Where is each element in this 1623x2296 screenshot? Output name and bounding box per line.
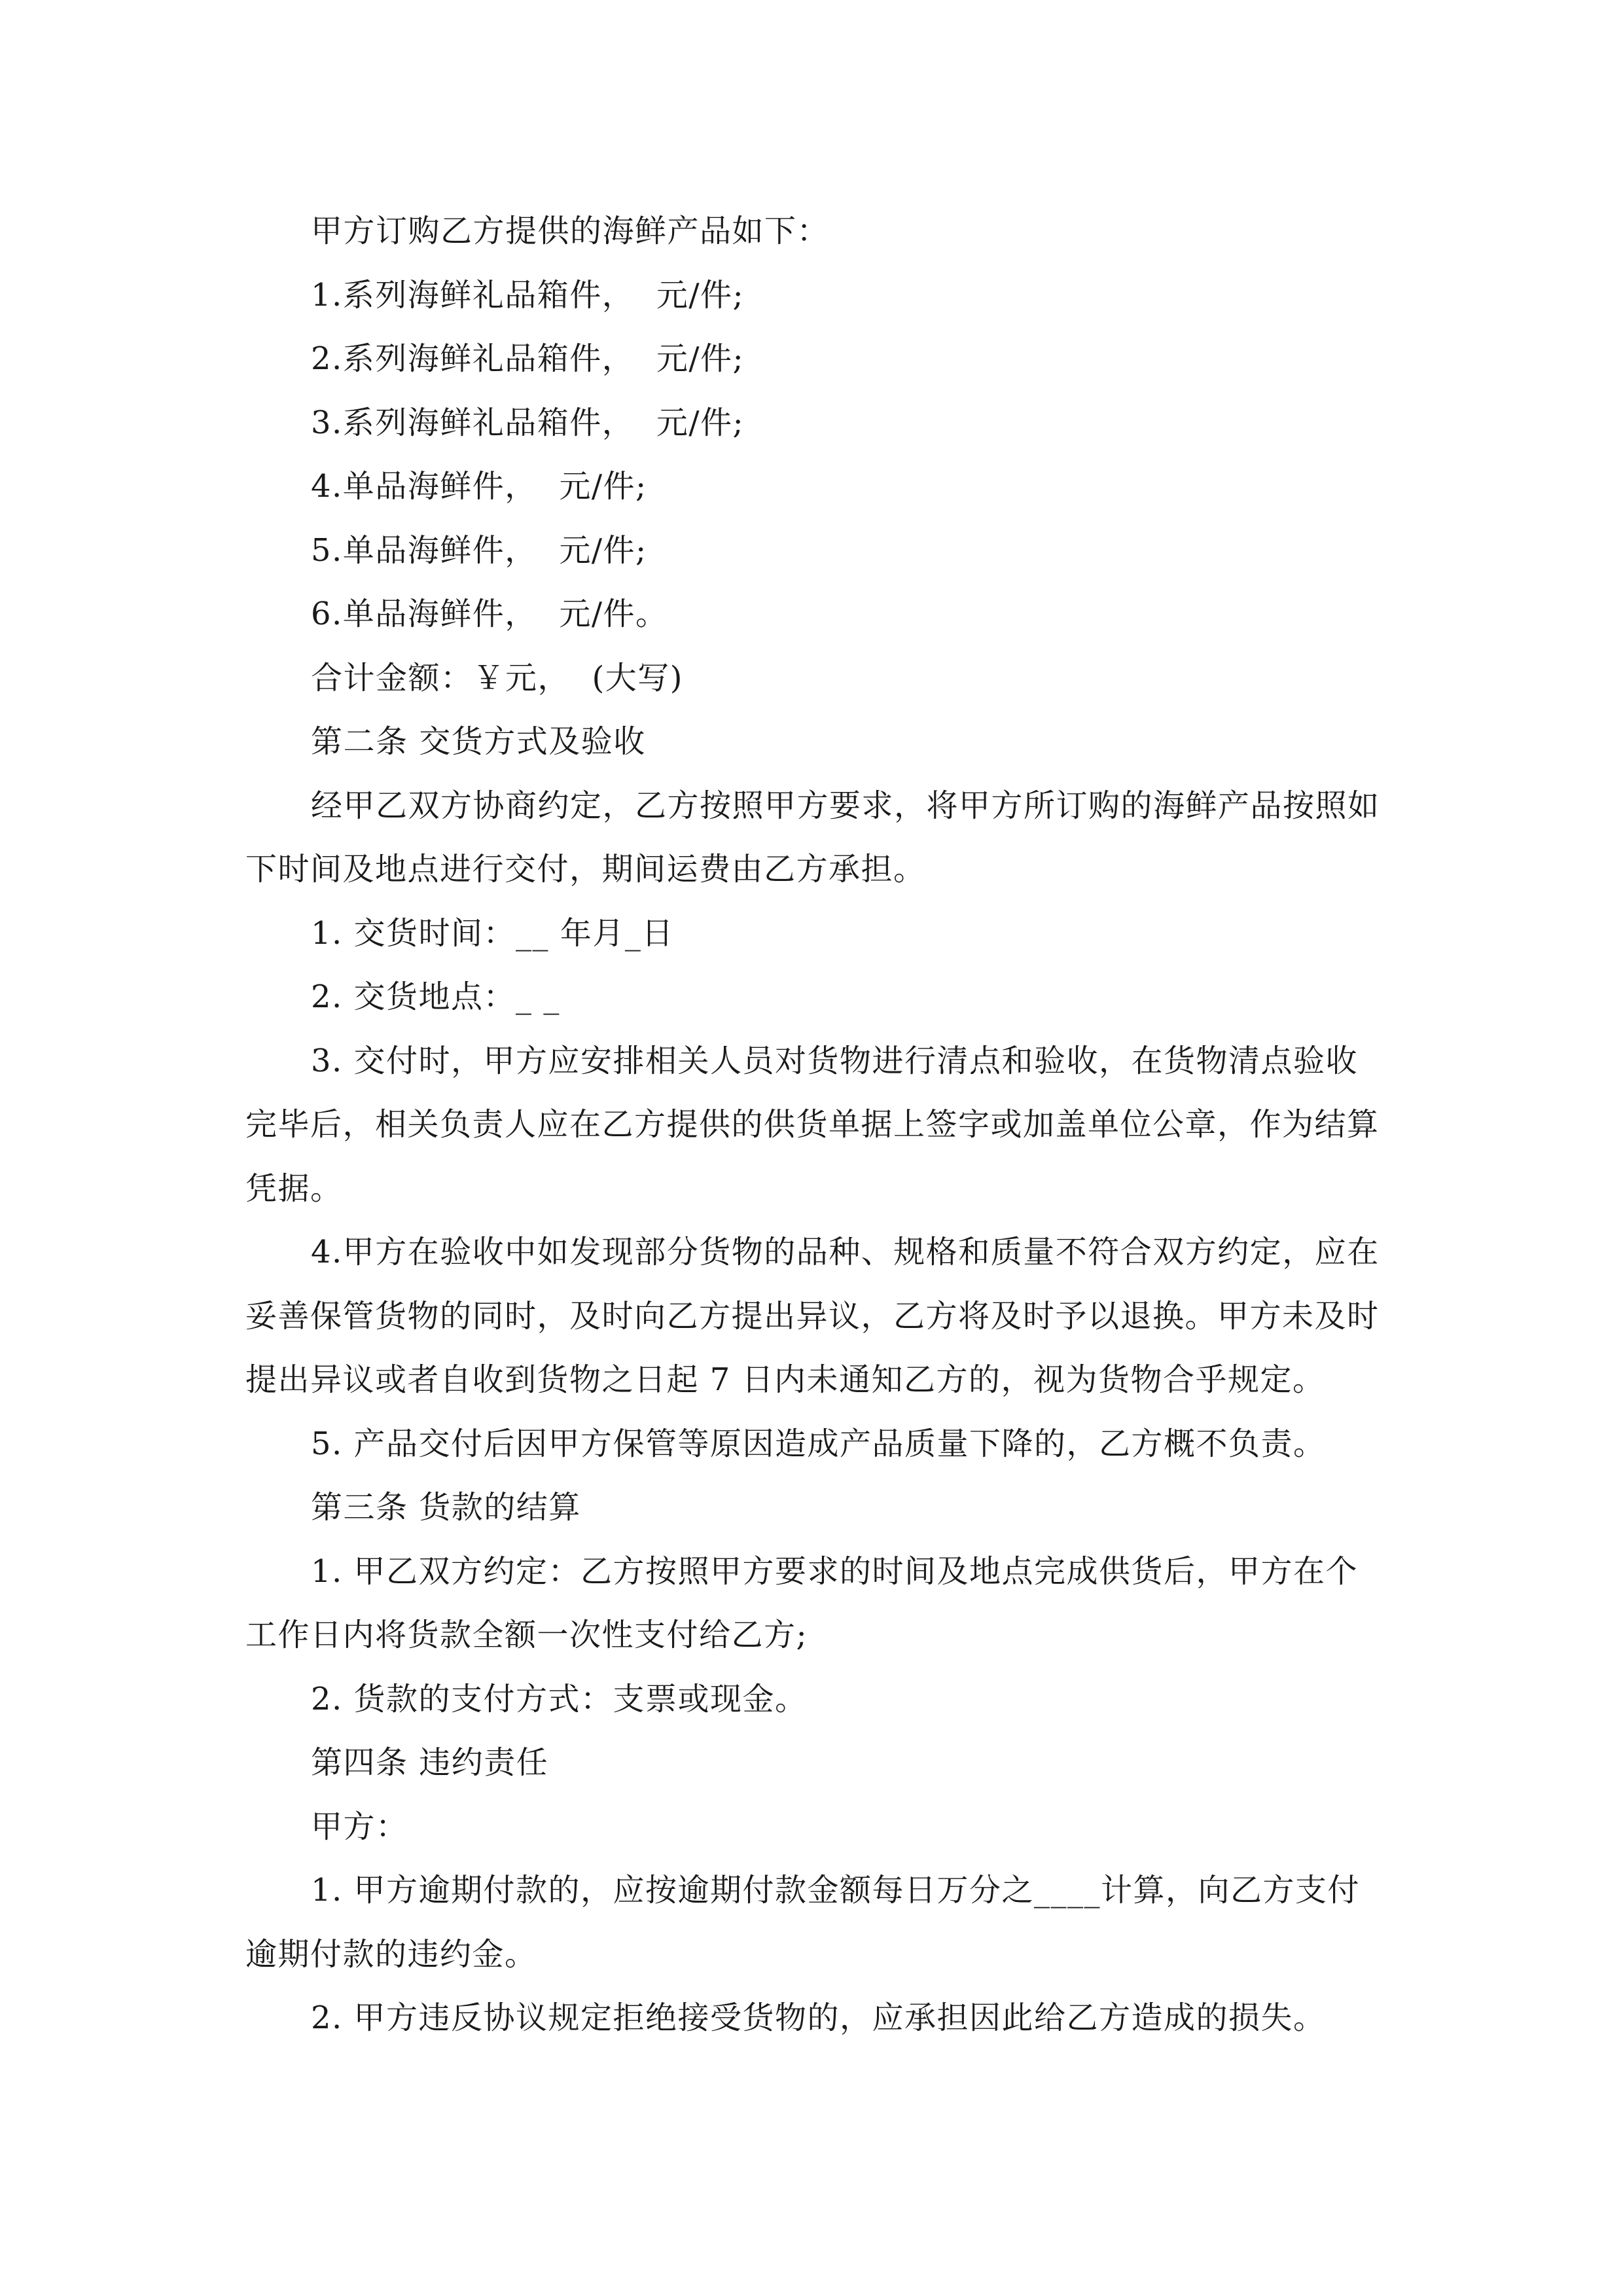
article-3-title: 第三条 货款的结算 [311,1489,581,1526]
article-2-intro: 经甲乙双方协商约定，乙方按照甲方要求，将甲方所订购的海鲜产品按照如下时间及地点进行交付，期间运费由乙方承担。 [245,787,1380,888]
article-2-clause-5: 5. 产品交付后因甲方保管等原因造成产品质量下降的，乙方概不负责。 [311,1425,1326,1462]
total-amount: 合计金额：￥元， (大写) [311,659,683,696]
product-item-3: 3.系列海鲜礼品箱件， 元/件; [311,404,745,441]
product-item-2: 2.系列海鲜礼品箱件， 元/件; [311,340,745,377]
document-body [245,200,1381,2051]
article-3-clause-1: 1. 甲乙双方约定：乙方按照甲方要求的时间及地点完成供货后，甲方在个工作日内将货款全额一次性支付给乙方; [245,1552,1359,1653]
article-4-clause-2: 2. 甲方违反协议规定拒绝接受货物的，应承担因此给乙方造成的损失。 [311,2000,1326,2036]
article-2-clause-2: 2. 交货地点：_ _ [311,978,560,1015]
product-item-1: 1.系列海鲜礼品箱件， 元/件; [311,276,745,314]
article-4-clause-1: 1. 甲方逾期付款的，应按逾期付款金额每日万分之____计算，向乙方支付逾期付款的违约金。 [245,1872,1361,1973]
article-2-title: 第二条 交货方式及验收 [311,723,646,760]
article-3-clause-2: 2. 货款的支付方式：支票或现金。 [311,1680,808,1717]
party-a-label: 甲方： [311,1808,408,1845]
article-2-clause-3: 3. 交付时，甲方应安排相关人员对货物进行清点和验收，在货物清点验收完毕后，相关负责人应在乙方提供的供货单据上签字或加盖单位公章，作为结算凭据。 [245,1042,1380,1207]
product-item-5: 5.单品海鲜件， 元/件; [311,531,647,569]
article-4-title: 第四条 违约责任 [311,1744,549,1781]
article-2-clause-4: 4.甲方在验收中如发现部分货物的品种、规格和质量不符合双方约定，应在妥善保管货物的同时，及时向乙方提出异议，乙方将及时予以退换。甲方未及时提出异议或者自收到货物之日起 7 日内未通知乙方的，视为货物合乎规定。 [245,1234,1380,1398]
intro-paragraph: 甲方订购乙方提供的海鲜产品如下： [311,213,830,249]
product-item-4: 4.单品海鲜件， 元/件; [311,468,647,505]
product-item-6: 6.单品海鲜件， 元/件。 [311,596,668,632]
article-2-clause-1: 1. 交货时间：__ 年月_日 [311,914,674,952]
